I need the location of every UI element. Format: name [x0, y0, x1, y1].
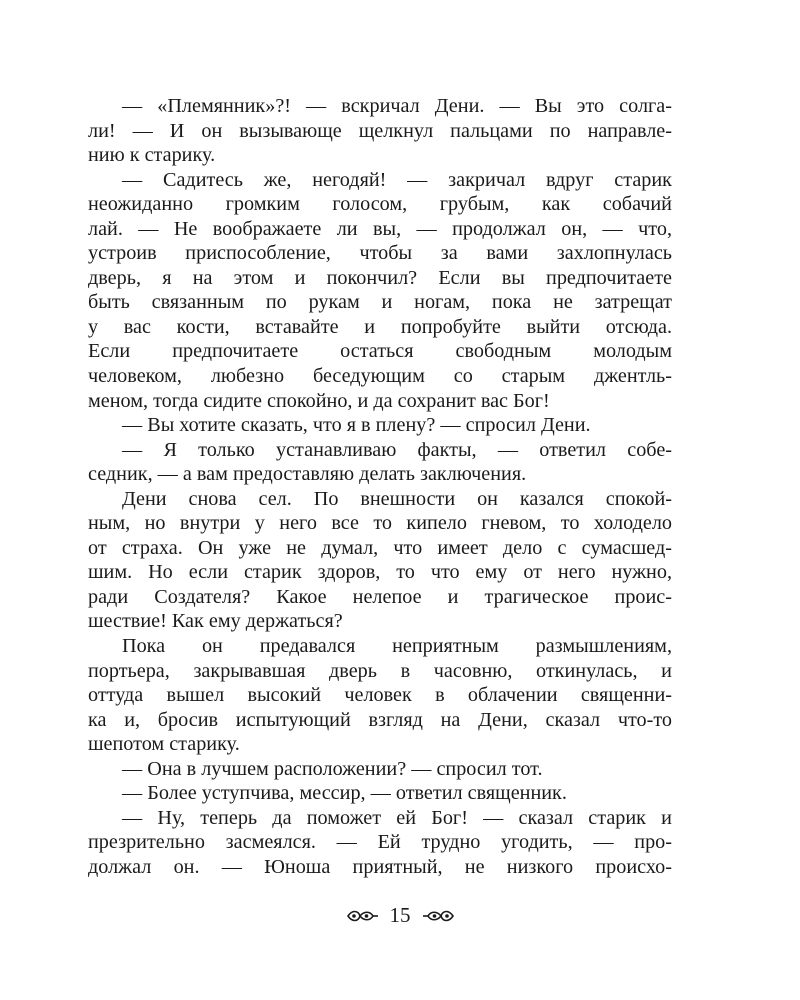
text-line: нию к старику.	[88, 144, 216, 167]
text-line: — Я только устанавливаю факты, — ответил собе-	[122, 438, 672, 461]
text-line: быть связанным по рукам и ногам, пока не затрещат	[88, 291, 672, 314]
text-line: ным, но внутри у него все то кипело гневом, то холодело	[88, 512, 672, 535]
text-line: Пока он предавался неприятным размышлениям,	[122, 635, 672, 658]
right-ornament-icon	[421, 908, 455, 924]
text-line: шепотом старику.	[88, 733, 240, 756]
text-line: — Ну, теперь да поможет ей Бог! — сказал старик и	[122, 806, 672, 829]
text-line: седник, — а вам предоставляю делать заключения.	[88, 463, 527, 486]
text-line: — «Племянник»?! — вскричал Дени. — Вы это солга-	[122, 95, 672, 117]
page-number: 15	[389, 903, 411, 927]
text-line: ли! — И он вызывающе щелкнул пальцами по направле-	[88, 119, 672, 142]
text-line: меном, тогда сидите спокойно, и да сохранит вас Бог!	[88, 389, 550, 412]
text-line: неожиданно громким голосом, грубым, как собачий	[88, 193, 672, 216]
text-line: ка и, бросив испытующий взгляд на Дени, сказал что-то	[88, 708, 672, 731]
text-line: Дени снова сел. По внешности он казался спокой-	[122, 487, 672, 510]
text-line: — Вы хотите сказать, что я в плену? — спросил Дени.	[122, 414, 591, 437]
text-line: Если предпочитаете остаться свободным молодым	[88, 340, 672, 363]
text-line: дверь, я на этом и покончил? Если вы предпочитаете	[88, 266, 672, 289]
text-line: — Более уступчива, мессир, — ответил священник.	[122, 782, 567, 805]
text-line: презрительно засмеялся. — Ей трудно угодить, — про-	[88, 831, 672, 854]
text-line: шим. Но если старик здоров, то что ему от него нужно,	[88, 561, 672, 584]
text-line: от страха. Он уже не думал, что имеет дело с сумасшед-	[88, 536, 672, 559]
text-line: шествие! Как ему держаться?	[88, 610, 343, 633]
left-ornament-icon	[346, 908, 380, 924]
text-line: ради Создателя? Какое нелепое и трагическое проис-	[88, 585, 672, 608]
text-line: — Она в лучшем расположении? — спросил тот.	[122, 757, 543, 780]
page-body	[88, 94, 672, 880]
text-line: — Садитесь же, негодяй! — закричал вдруг старик	[122, 168, 672, 191]
text-line: оттуда вышел высокий человек в облачении священни-	[88, 684, 672, 707]
text-line: устроив приспособление, чтобы за вами захлопнулась	[88, 242, 672, 265]
text-line: должал он. — Юноша приятный, не низкого происхо-	[88, 855, 672, 878]
text-line: лай. — Не воображаете ли вы, — продолжал он, — что,	[88, 217, 672, 240]
text-line: портьера, закрывавшая дверь в часовню, откинулась, и	[88, 659, 672, 682]
page-footer	[0, 903, 800, 928]
text-line: у вас кости, вставайте и попробуйте выйти отсюда.	[88, 315, 672, 338]
text-line: человеком, любезно беседующим со старым джентль-	[88, 365, 672, 388]
